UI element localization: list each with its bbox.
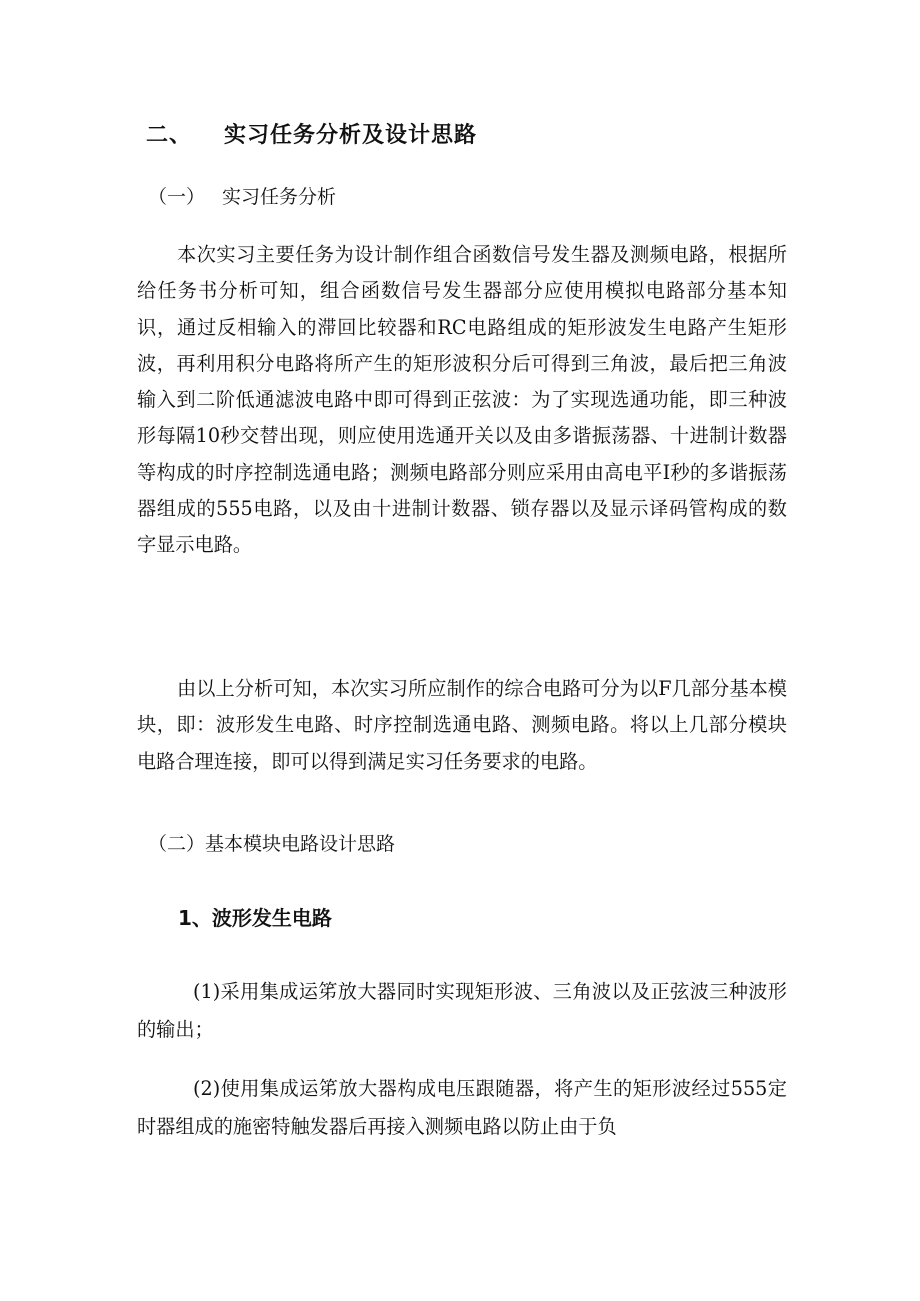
chapter-heading [146,118,477,149]
chapter-number: 二、 [146,123,193,148]
list-item: (2)使用集成运笫放大器构成电压跟随器，将产生的矩形波经过555定时器组成的施密特触发器后再接入测频电路以防止由于负 [137,1077,787,1138]
chapter-title: 实习任务分析及设计思路 [224,123,478,148]
section-heading: （二）基本模块电路设计思路 [148,833,396,855]
section-heading [148,182,336,209]
subsection-heading: 1、波形发生电路 [178,906,332,930]
body-paragraph: 本次实习主要任务为设计制作组合函数信号发生器及测频电路，根据所给任务书分析可知，组合函数信号发生器部分应使用模拟电路部分基本知识，通过反相输入的滞回比较器和RC电路组成的矩形波发生电路产生矩形波，再利用积分电路将所产生的矩形波积分后可得到三角波，最后把三角波输入到二阶低通滤波电路中即可得到正弦波：为了实现选通功能，即三种波形每隔10秒交替出现，则应使用选通开关以及由多谐振荡器、十进制计数器等构成的时序控制选通电路；测频电路部分则应采用由高电平I秒的多谐振荡器组成的555电路，以及由十进制计数器、锁存器以及显示译码管构成的数字显示电路。 [137,243,787,557]
list-item: (1)采用集成运笫放大器同时实现矩形波、三角波以及正弦波三种波形的输出； [137,980,787,1041]
body-paragraph: 由以上分析可知，本次实习所应制作的综合电路可分为以F几部分基本模块，即：波形发生电路、时序控制选通电路、测频电路。将以上几部分模块电路合理连接，即可以得到满足实习任务要求的电路。 [137,677,787,773]
section-number: （一） [148,186,206,208]
section-title: 实习任务分析 [222,186,337,208]
